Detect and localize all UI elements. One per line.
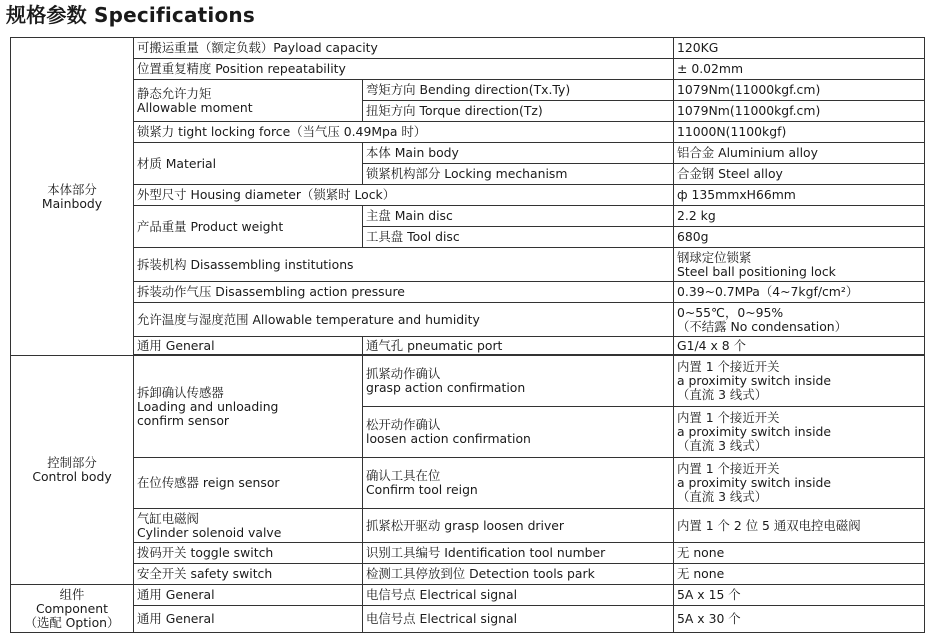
toggle-switch-label: 拨码开关 toggle switch xyxy=(134,543,363,564)
housing-value: ф 135mmxH66mm xyxy=(674,185,925,206)
loosen-confirmation-label: 松开动作确认 loosen action confirmation xyxy=(363,407,674,458)
table-row xyxy=(11,143,925,164)
grasp-confirmation-value: 内置 1 个接近开关 a proximity switch inside （直流 3 线式） xyxy=(674,356,925,407)
repeatability-value: ± 0.02mm xyxy=(674,59,925,80)
section-mainbody: 本体部分 Mainbody xyxy=(11,38,134,356)
tool-disc-value: 680g xyxy=(674,227,925,248)
table-row xyxy=(11,337,925,355)
identification-tool-number-label: 识别工具编号 Identification tool number xyxy=(363,543,674,564)
temperature-label: 允许温度与湿度范围 Allowable temperature and humidity xyxy=(134,303,674,337)
locking-mechanism-label: 锁紧机构部分 Locking mechanism xyxy=(363,164,674,185)
bending-label: 弯矩方向 Bending direction(Tx.Ty) xyxy=(363,80,674,101)
electrical-signal-value: 5A x 15 个 xyxy=(674,585,925,606)
locking-force-value: 11000N(1100kgf) xyxy=(674,122,925,143)
bending-value: 1079Nm(11000kgf.cm) xyxy=(674,80,925,101)
material-label: 材质 Material xyxy=(134,143,363,185)
section-component: 组件 Component （选配 Option） xyxy=(11,585,134,633)
disassembling-label: 拆装机构 Disassembling institutions xyxy=(134,248,674,282)
confirm-sensor-label: 拆卸确认传感器 Loading and unloading confirm sensor xyxy=(134,356,363,458)
table-row xyxy=(11,248,925,282)
page-title: 规格参数 Specifications xyxy=(6,3,255,27)
tool-disc-label: 工具盘 Tool disc xyxy=(363,227,674,248)
general-label: 通用 General xyxy=(134,337,363,355)
grasp-loosen-driver-label: 抓紧松开驱动 grasp loosen driver xyxy=(363,509,674,543)
table-row xyxy=(11,543,925,564)
safety-switch-value: 无 none xyxy=(674,564,925,585)
toggle-switch-value: 无 none xyxy=(674,543,925,564)
pneumatic-port-value: G1/4 x 8 个 xyxy=(674,337,925,355)
repeatability-label: 位置重复精度 Position repeatability xyxy=(134,59,674,80)
torque-label: 扭矩方向 Torque direction(Tz) xyxy=(363,101,674,122)
disassembling-value: 钢球定位锁紧 Steel ball positioning lock xyxy=(674,248,925,282)
table-row xyxy=(11,356,925,407)
solenoid-valve-label: 气缸电磁阀 Cylinder solenoid valve xyxy=(134,509,363,543)
pressure-label: 拆装动作气压 Disassembling action pressure xyxy=(134,282,674,303)
table-row xyxy=(11,185,925,206)
table-row xyxy=(11,303,925,337)
electrical-signal-value: 5A x 30 个 xyxy=(674,606,925,633)
main-disc-label: 主盘 Main disc xyxy=(363,206,674,227)
torque-value: 1079Nm(11000kgf.cm) xyxy=(674,101,925,122)
grasp-confirmation-label: 抓紧动作确认 grasp action confirmation xyxy=(363,356,674,407)
table-row xyxy=(11,282,925,303)
table-row xyxy=(11,122,925,143)
main-body-label: 本体 Main body xyxy=(363,143,674,164)
payload-value: 120KG xyxy=(674,38,925,59)
table-row xyxy=(11,59,925,80)
electrical-signal-label: 电信号点 Electrical signal xyxy=(363,585,674,606)
component-general-label: 通用 General xyxy=(134,585,363,606)
section-control-body: 控制部分 Control body xyxy=(11,356,134,585)
pneumatic-port-label: 通气孔 pneumatic port xyxy=(363,337,674,355)
locking-force-label: 锁紧力 tight locking force（当气压 0.49Mpa 时） xyxy=(134,122,674,143)
detection-tools-park-label: 检测工具停放到位 Detection tools park xyxy=(363,564,674,585)
component-general-label: 通用 General xyxy=(134,606,363,633)
table-row xyxy=(11,509,925,543)
table-row xyxy=(11,458,925,509)
reign-sensor-value: 内置 1 个接近开关 a proximity switch inside （直流 3 线式） xyxy=(674,458,925,509)
solenoid-valve-value: 内置 1 个 2 位 5 通双电控电磁阀 xyxy=(674,509,925,543)
temperature-value: 0~55℃，0~95% （不结露 No condensation） xyxy=(674,303,925,337)
loosen-confirmation-value: 内置 1 个接近开关 a proximity switch inside （直流 3 线式） xyxy=(674,407,925,458)
table-row xyxy=(11,80,925,101)
main-disc-value: 2.2 kg xyxy=(674,206,925,227)
table-row xyxy=(11,606,925,633)
main-body-value: 铝合金 Aluminium alloy xyxy=(674,143,925,164)
safety-switch-label: 安全开关 safety switch xyxy=(134,564,363,585)
housing-label: 外型尺寸 Housing diameter（锁紧时 Lock） xyxy=(134,185,674,206)
payload-label: 可搬运重量（额定负载）Payload capacity xyxy=(134,38,674,59)
allowable-moment-label: 静态允许力矩 Allowable moment xyxy=(134,80,363,122)
table-row xyxy=(11,585,925,606)
pressure-value: 0.39~0.7MPa（4~7kgf/cm²） xyxy=(674,282,925,303)
table-row xyxy=(11,564,925,585)
confirm-tool-reign-label: 确认工具在位 Confirm tool reign xyxy=(363,458,674,509)
table-row xyxy=(11,38,925,59)
reign-sensor-label: 在位传感器 reign sensor xyxy=(134,458,363,509)
product-weight-label: 产品重量 Product weight xyxy=(134,206,363,248)
table-row xyxy=(11,206,925,227)
electrical-signal-label: 电信号点 Electrical signal xyxy=(363,606,674,633)
specifications-table xyxy=(10,37,925,633)
locking-mechanism-value: 合金钢 Steel alloy xyxy=(674,164,925,185)
